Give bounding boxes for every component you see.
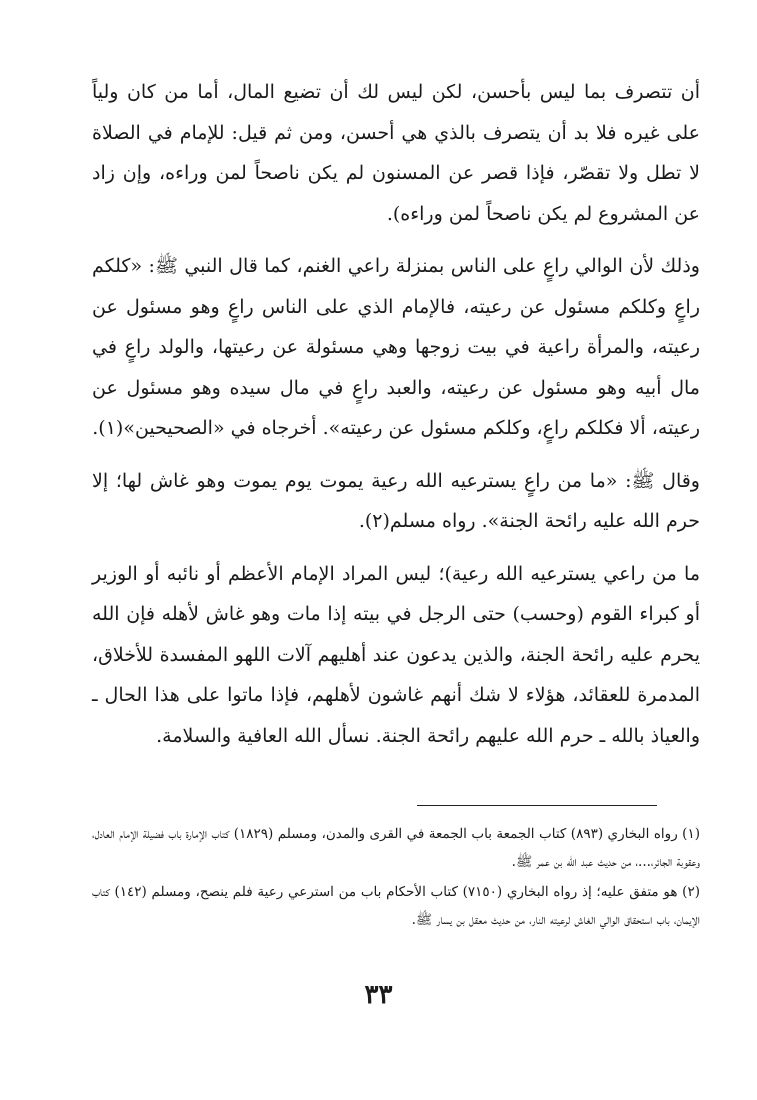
paragraph-2: وذلك لأن الوالي راعٍ على الناس بمنزلة راعي الغنم، كما قال النبي ﷺ: «كلكم راعٍ وكلكم مسئول عن رعيته، فالإمام الذي على الناس راعٍ وهو مسئول عن رعيته، والمرأة راعية في بيت زوجها وهي مسئولة عن رعيتها، والولد راعٍ في مال أبيه وهو مسئول عن رعيته، والعبد راعٍ في مال سيده وهو مسئول عن رعيته، ألا فكلكم راعٍ، وكلكم مسئول عن رعيته». أخرجاه في «الصحيحين»(١). (92, 255, 700, 439)
page-number: ٣٣ (364, 980, 393, 1010)
main-text (92, 72, 700, 768)
footnote-divider (417, 805, 657, 806)
footnotes (92, 820, 700, 936)
footnote-1: (١) رواه البخاري (٨٩٣) كتاب الجمعة باب الجمعة في القرى والمدن، ومسلم (١٨٢٩) كتاب الإمارة باب فضيلة الإمام العادل، وعقوبة الجائر،...، من حديث عبد الله بن عمر ﷺ. (92, 826, 700, 870)
paragraph-1: أن تتصرف بما ليس بأحسن، لكن ليس لك أن تضيع المال، أما من كان ولياً على غيره فلا بد أن يتصرف بالذي هي أحسن، ومن ثم قيل: للإمام في الصلاة لا تطل ولا تقصّر، فإذا قصر عن المسنون لم يكن ناصحاً لمن وراءه، وإن زاد عن المشروع لم يكن ناصحاً لمن وراءه). (92, 81, 700, 225)
paragraph-3: وقال ﷺ: «ما من راعٍ يسترعيه الله رعية يموت يوم يموت وهو غاش لها؛ إلا حرم الله عليه رائحة الجنة». رواه مسلم(٢). (92, 469, 700, 532)
paragraph-4: ما من راعي يسترعيه الله رعية)؛ ليس المراد الإمام الأعظم أو نائبه أو الوزير أو كبراء القوم (وحسب) حتى الرجل في بيته إذا مات وهو غاش لأهله فإن الله يحرم عليه رائحة الجنة، والذين يدعون عند أهليهم آلات اللهو المفسدة للأخلاق، المدمرة للعقائد، هؤلاء لا شك أنهم غاشون لأهلهم، فإذا ماتوا على هذا الحال ـ والعياذ بالله ـ حرم الله عليهم رائحة الجنة. نسأل الله العافية والسلامة. (92, 562, 700, 747)
footnote-2: (٢) هو متفق عليه؛ إذ رواه البخاري (٧١٥٠) كتاب الأحكام باب من استرعي رعية فلم ينصح، ومسلم (١٤٢) كتاب الإيمان، باب استحقاق الوالي الغاش لرعيته النار، من حديث معقل بن يسار ﷺ. (92, 884, 700, 928)
